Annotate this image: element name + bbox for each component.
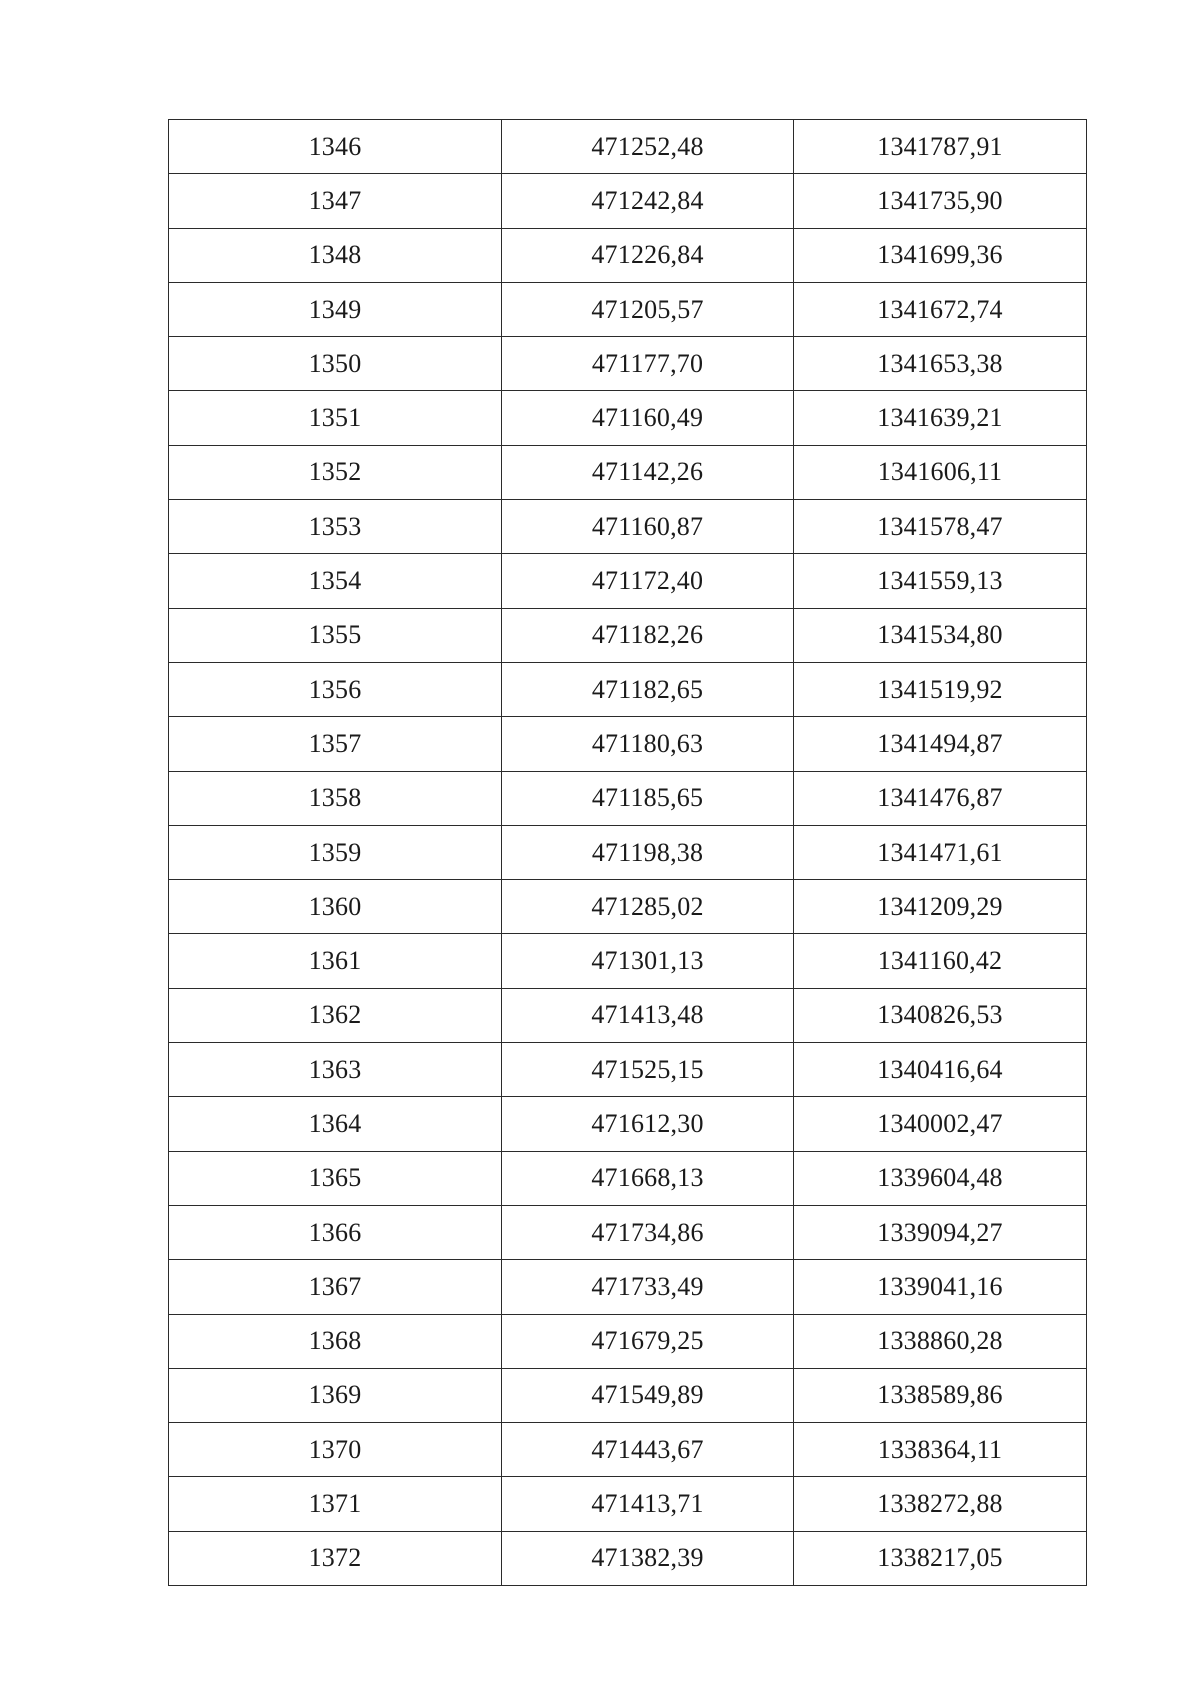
table-row (169, 771, 1087, 825)
x-coordinate-cell: 471242,84 (502, 174, 794, 228)
x-coordinate-cell: 471612,30 (502, 1097, 794, 1151)
x-coordinate-cell: 471180,63 (502, 717, 794, 771)
point-number-cell: 1348 (169, 228, 502, 282)
y-coordinate-cell: 1340002,47 (794, 1097, 1087, 1151)
y-coordinate-cell: 1338860,28 (794, 1314, 1087, 1368)
point-number-cell: 1359 (169, 825, 502, 879)
x-coordinate-cell: 471734,86 (502, 1205, 794, 1259)
table-row (169, 1043, 1087, 1097)
y-coordinate-cell: 1341209,29 (794, 880, 1087, 934)
table-row (169, 662, 1087, 716)
y-coordinate-cell: 1341578,47 (794, 500, 1087, 554)
point-number-cell: 1361 (169, 934, 502, 988)
table-row (169, 1531, 1087, 1585)
y-coordinate-cell: 1341639,21 (794, 391, 1087, 445)
table-row (169, 717, 1087, 771)
x-coordinate-cell: 471252,48 (502, 120, 794, 174)
y-coordinate-cell: 1338364,11 (794, 1423, 1087, 1477)
point-number-cell: 1354 (169, 554, 502, 608)
table-row (169, 988, 1087, 1042)
x-coordinate-cell: 471226,84 (502, 228, 794, 282)
point-number-cell: 1356 (169, 662, 502, 716)
x-coordinate-cell: 471172,40 (502, 554, 794, 608)
point-number-cell: 1370 (169, 1423, 502, 1477)
x-coordinate-cell: 471182,65 (502, 662, 794, 716)
table-row (169, 608, 1087, 662)
y-coordinate-cell: 1341699,36 (794, 228, 1087, 282)
point-number-cell: 1351 (169, 391, 502, 445)
table-row (169, 825, 1087, 879)
point-number-cell: 1357 (169, 717, 502, 771)
y-coordinate-cell: 1340416,64 (794, 1043, 1087, 1097)
table-row (169, 1151, 1087, 1205)
point-number-cell: 1372 (169, 1531, 502, 1585)
point-number-cell: 1358 (169, 771, 502, 825)
table-row (169, 554, 1087, 608)
table-row (169, 1097, 1087, 1151)
x-coordinate-cell: 471301,13 (502, 934, 794, 988)
table-row (169, 228, 1087, 282)
y-coordinate-cell: 1341787,91 (794, 120, 1087, 174)
y-coordinate-cell: 1341672,74 (794, 282, 1087, 336)
y-coordinate-cell: 1341653,38 (794, 337, 1087, 391)
x-coordinate-cell: 471198,38 (502, 825, 794, 879)
table-row (169, 1260, 1087, 1314)
coordinates-table (168, 119, 1087, 1586)
table-row (169, 1205, 1087, 1259)
y-coordinate-cell: 1339041,16 (794, 1260, 1087, 1314)
table-row (169, 282, 1087, 336)
point-number-cell: 1353 (169, 500, 502, 554)
point-number-cell: 1366 (169, 1205, 502, 1259)
y-coordinate-cell: 1341534,80 (794, 608, 1087, 662)
table-row (169, 934, 1087, 988)
x-coordinate-cell: 471160,87 (502, 500, 794, 554)
x-coordinate-cell: 471185,65 (502, 771, 794, 825)
table-row (169, 1314, 1087, 1368)
point-number-cell: 1347 (169, 174, 502, 228)
point-number-cell: 1350 (169, 337, 502, 391)
x-coordinate-cell: 471382,39 (502, 1531, 794, 1585)
y-coordinate-cell: 1341471,61 (794, 825, 1087, 879)
point-number-cell: 1352 (169, 445, 502, 499)
y-coordinate-cell: 1338217,05 (794, 1531, 1087, 1585)
point-number-cell: 1355 (169, 608, 502, 662)
y-coordinate-cell: 1341606,11 (794, 445, 1087, 499)
point-number-cell: 1349 (169, 282, 502, 336)
table-row (169, 174, 1087, 228)
y-coordinate-cell: 1341494,87 (794, 717, 1087, 771)
y-coordinate-cell: 1338589,86 (794, 1368, 1087, 1422)
y-coordinate-cell: 1341519,92 (794, 662, 1087, 716)
y-coordinate-cell: 1338272,88 (794, 1477, 1087, 1531)
y-coordinate-cell: 1341476,87 (794, 771, 1087, 825)
x-coordinate-cell: 471413,71 (502, 1477, 794, 1531)
x-coordinate-cell: 471205,57 (502, 282, 794, 336)
x-coordinate-cell: 471285,02 (502, 880, 794, 934)
point-number-cell: 1365 (169, 1151, 502, 1205)
table-row (169, 120, 1087, 174)
x-coordinate-cell: 471413,48 (502, 988, 794, 1042)
x-coordinate-cell: 471525,15 (502, 1043, 794, 1097)
point-number-cell: 1346 (169, 120, 502, 174)
y-coordinate-cell: 1341160,42 (794, 934, 1087, 988)
table-row (169, 445, 1087, 499)
point-number-cell: 1368 (169, 1314, 502, 1368)
y-coordinate-cell: 1340826,53 (794, 988, 1087, 1042)
point-number-cell: 1360 (169, 880, 502, 934)
table-row (169, 337, 1087, 391)
point-number-cell: 1364 (169, 1097, 502, 1151)
x-coordinate-cell: 471142,26 (502, 445, 794, 499)
table-row (169, 500, 1087, 554)
x-coordinate-cell: 471668,13 (502, 1151, 794, 1205)
table-row (169, 880, 1087, 934)
x-coordinate-cell: 471160,49 (502, 391, 794, 445)
x-coordinate-cell: 471679,25 (502, 1314, 794, 1368)
table-row (169, 1368, 1087, 1422)
coordinates-table-body (169, 120, 1087, 1586)
x-coordinate-cell: 471177,70 (502, 337, 794, 391)
table-row (169, 391, 1087, 445)
table-row (169, 1477, 1087, 1531)
x-coordinate-cell: 471443,67 (502, 1423, 794, 1477)
x-coordinate-cell: 471549,89 (502, 1368, 794, 1422)
point-number-cell: 1369 (169, 1368, 502, 1422)
point-number-cell: 1362 (169, 988, 502, 1042)
x-coordinate-cell: 471182,26 (502, 608, 794, 662)
table-row (169, 1423, 1087, 1477)
x-coordinate-cell: 471733,49 (502, 1260, 794, 1314)
y-coordinate-cell: 1339094,27 (794, 1205, 1087, 1259)
point-number-cell: 1363 (169, 1043, 502, 1097)
y-coordinate-cell: 1339604,48 (794, 1151, 1087, 1205)
y-coordinate-cell: 1341559,13 (794, 554, 1087, 608)
point-number-cell: 1371 (169, 1477, 502, 1531)
y-coordinate-cell: 1341735,90 (794, 174, 1087, 228)
point-number-cell: 1367 (169, 1260, 502, 1314)
